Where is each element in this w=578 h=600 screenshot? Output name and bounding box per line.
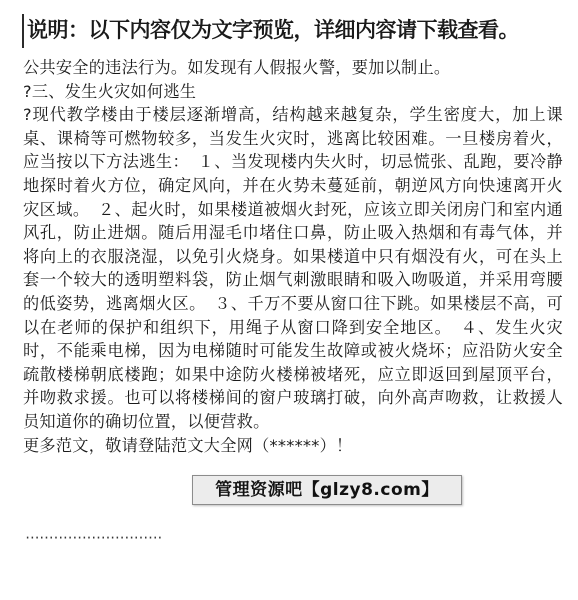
watermark-banner: 管理资源吧【glzy8.com】 xyxy=(192,475,462,505)
section-heading: ?三、发生火灾如何逃生 xyxy=(23,81,197,101)
paragraph-more-link: 更多范文，敬请登陆范文大全网（******）！ xyxy=(23,435,353,455)
paragraph-escape-methods: ?现代教学楼由于楼层逐渐增高，结构越来越复杂，学生密度大，加上课桌、课椅等可燃物较多，当发生火灾时，逃离比较困难。一旦楼房着火，应当按以下方法逃生： １、当发现楼内失火时，切忌慌张、乱跑，要冷静地探时着火方位，确定风向，并在火势未蔓延前，朝逆风方向快速离开火灾区域。 ２、起火时，如果楼道被烟火封死，应该立即关闭房门和室内通风孔，防止进烟。随后用湿毛巾堵住口鼻，防止吸入热烟和有毒气体，并将向上的衣服浇湿，以免引火烧身。如果楼道中只有烟没有火，可在头上套一个较大的透明塑料袋，防止烟气刺激眼睛和吸入吻吸道，并采用弯腰的低姿势，逃离烟火区。 ３、千万不要从窗口往下跳。如果楼层不高，可以在老师的保护和组织下，用绳子从窗口降到安全地区。 ４、发生火灾时，不能乘电梯，因为电梯随时可能发生故障或被火烧坏；应沿防火安全疏散楼梯朝底楼跑；如果中途防火楼梯被堵死，应立即返回到屋顶平台，并吻救求援。也可以将楼梯间的窗户玻璃打破，向外高声吻救，让救援人员知道你的确切位置，以便营救。 xyxy=(23,105,563,431)
paragraph-intro: 公共安全的违法行为。如发现有人假报火警，要加以制止。 xyxy=(23,58,451,77)
document-body xyxy=(23,56,563,457)
preview-notice: 说明：以下内容仅为文字预览，详细内容请下载查看。 xyxy=(22,14,567,48)
dotted-separator: ····························· xyxy=(24,531,162,545)
